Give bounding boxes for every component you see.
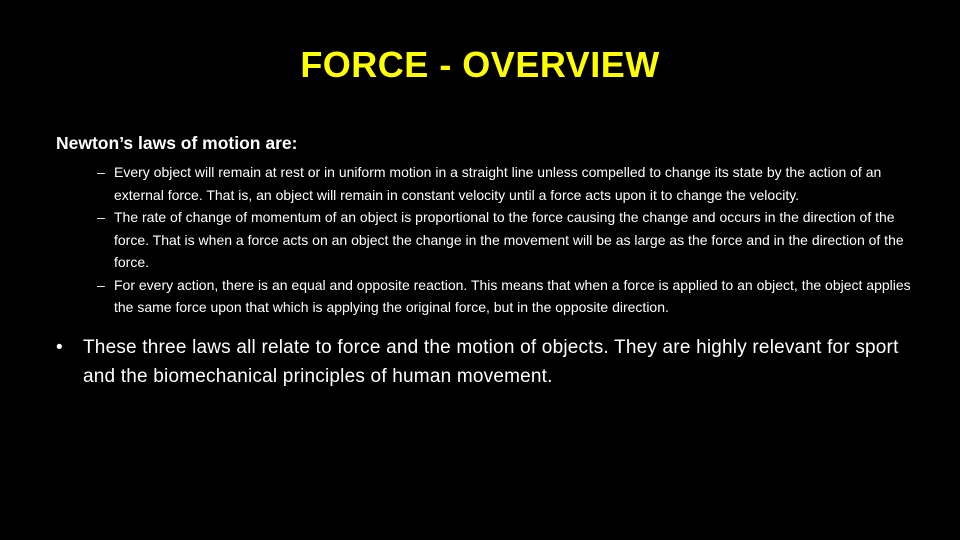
dash-bullet-icon: – — [97, 276, 105, 293]
dash-bullet-icon: – — [97, 164, 105, 180]
dash-bullet-icon: – — [97, 209, 105, 225]
slide-title: FORCE - OVERVIEW — [300, 44, 660, 85]
law-item-second — [56, 206, 916, 274]
law-item-first — [56, 161, 916, 206]
summary-text: These three laws all relate to force and the motion of objects. They are highly relevant for sport and the biomechanical principles of human movement. — [83, 336, 899, 387]
intro-text: Newton’s laws of motion are: — [56, 133, 298, 153]
law-text: Every object will remain at rest or in uniform motion in a straight line unless compelled to change its state by the action of an external force. That is, an object will remain in constant velocity until a force acts upon it to change the velocity. — [114, 164, 882, 203]
law-text: For every action, there is an equal and opposite reaction. This means that when a force is applied to an object, the object applies the same force upon that which is applying the original force, but in the opposite direction. — [114, 276, 911, 315]
law-text: The rate of change of momentum of an object is proportional to the force causing the change and occurs in the direction of the force. That is when a force acts on an object the change in the movement will be as large as the force and in the direction of the force. — [114, 209, 904, 270]
summary-item — [56, 333, 916, 391]
laws-list — [56, 161, 916, 319]
slide-content — [56, 133, 916, 391]
summary-list — [56, 333, 916, 391]
dot-bullet-icon: • — [56, 336, 63, 358]
law-item-third — [56, 274, 916, 319]
